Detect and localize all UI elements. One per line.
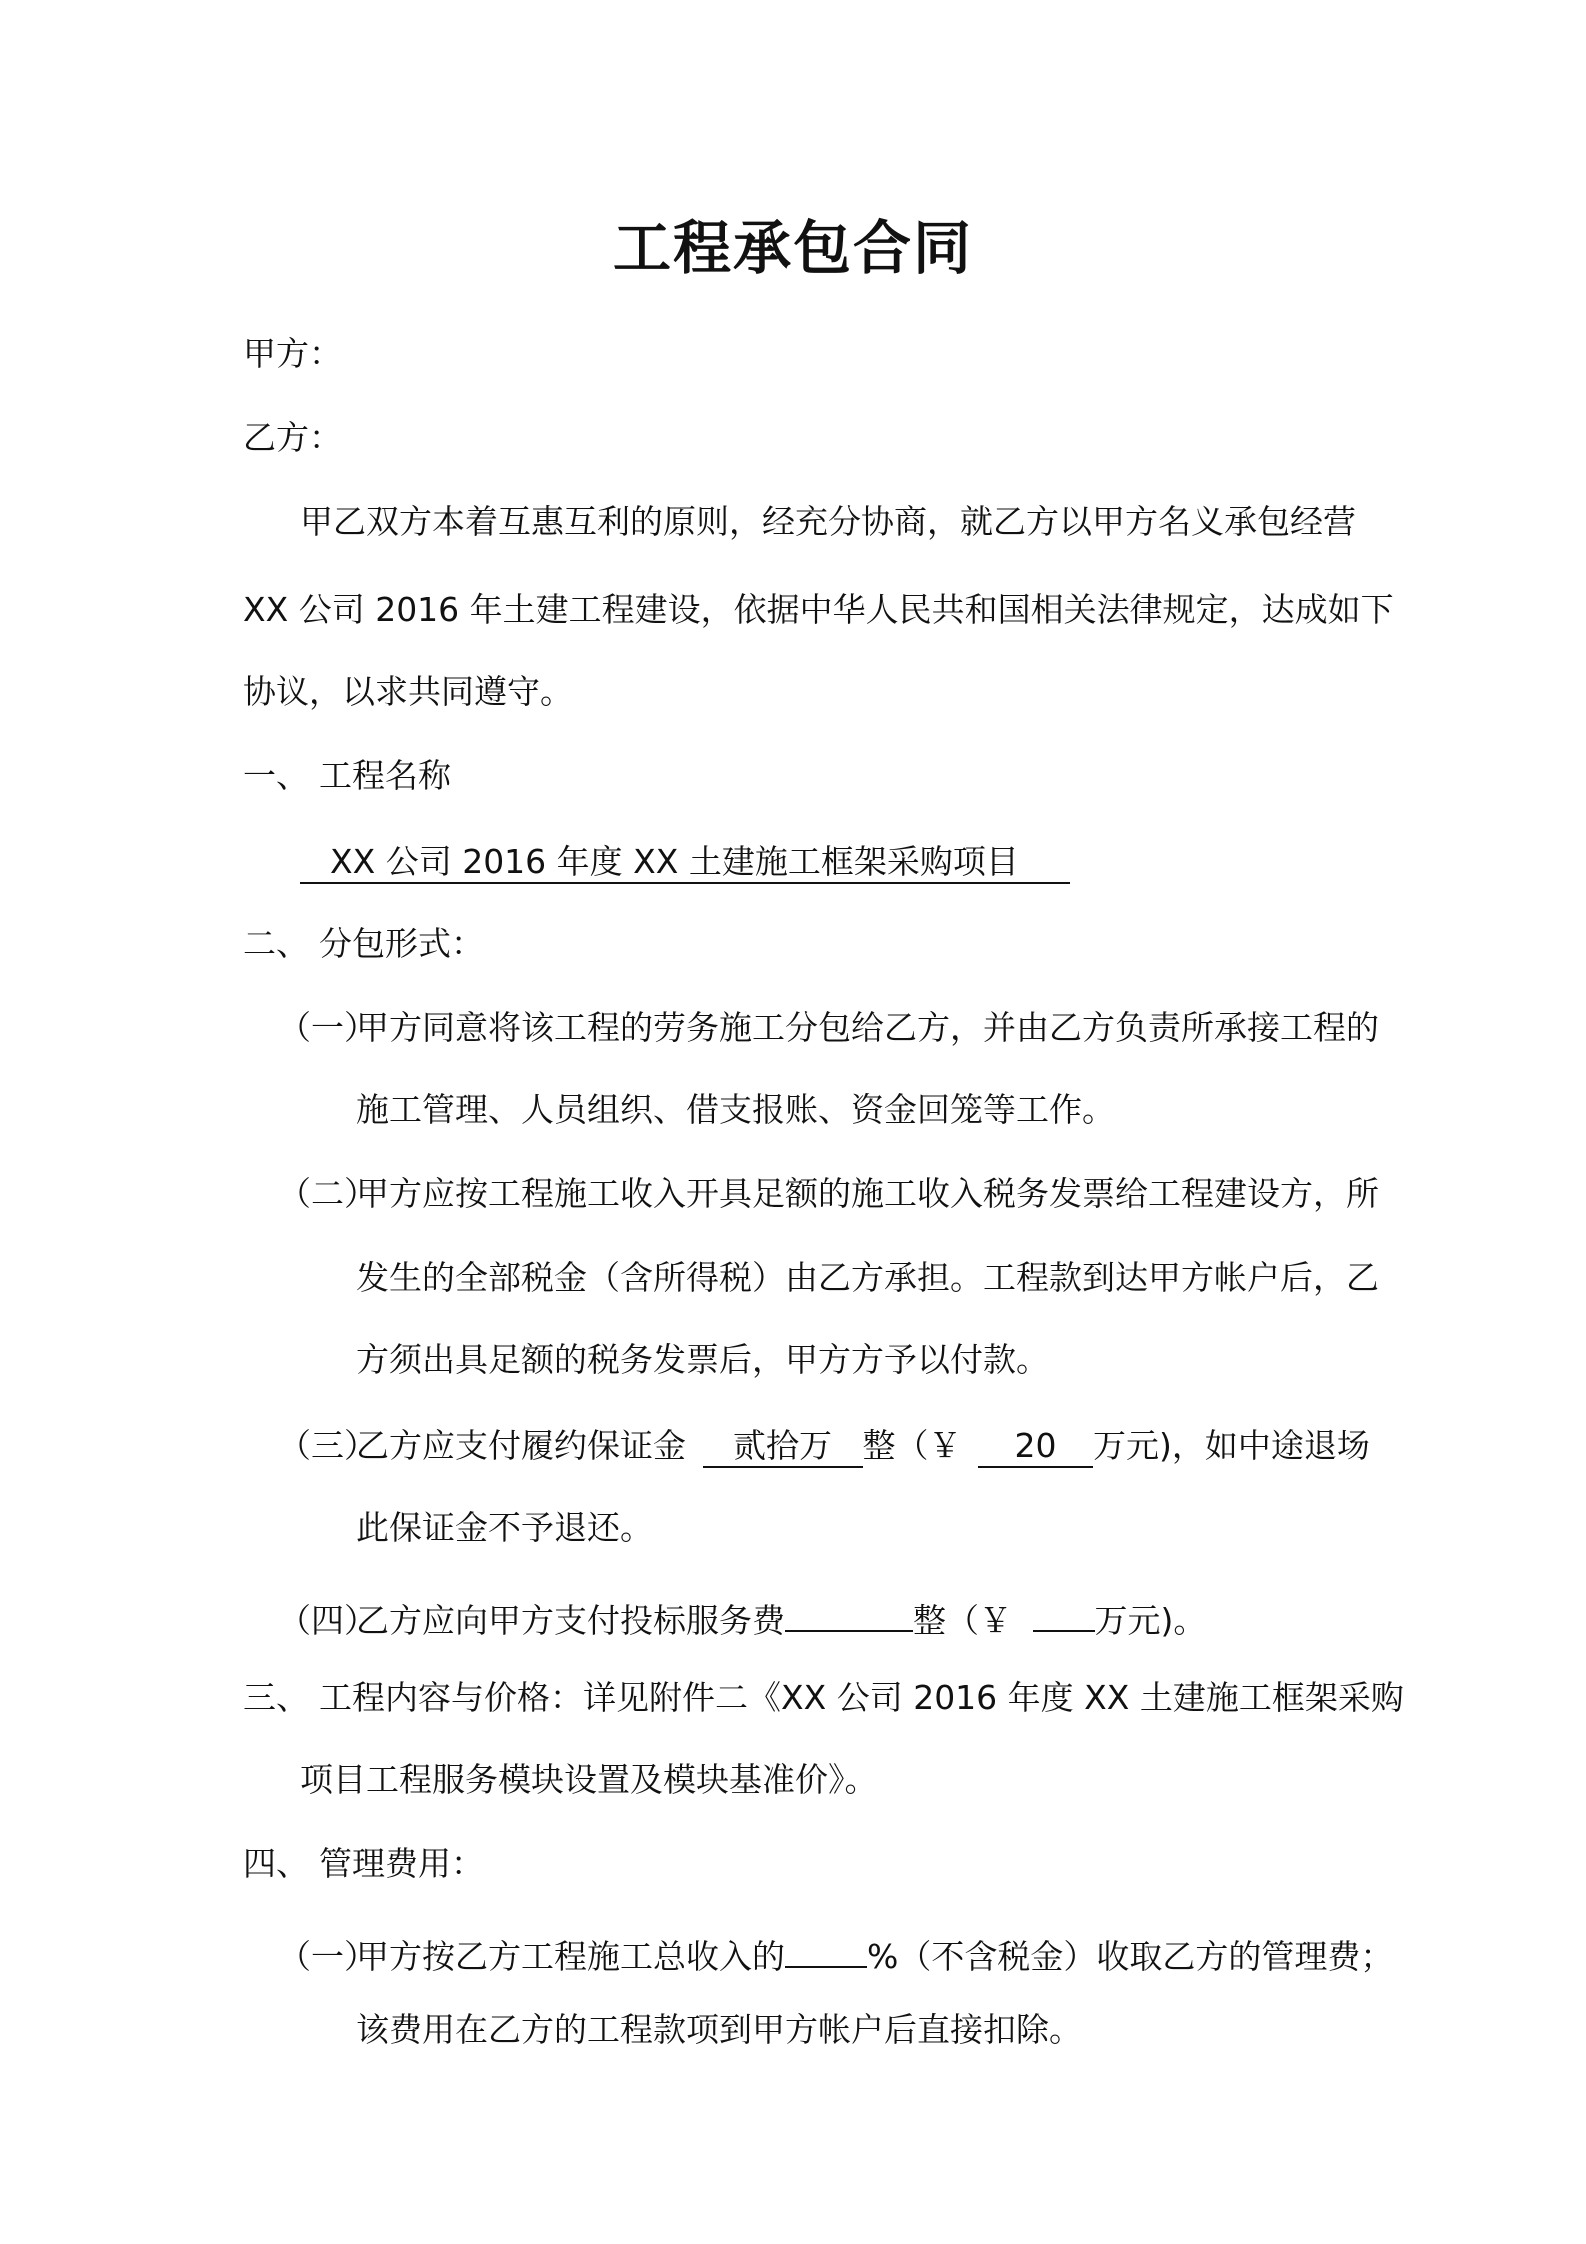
section-2-title: 分包形式： [319, 924, 484, 963]
service-fee-amount-number [1033, 1590, 1095, 1632]
clause-2-2-text-1: 甲方应按工程施工收入开具足额的施工收入税务发票给工程建设方，所 [356, 1174, 1379, 1213]
intro-line-3: 协议，以求共同遵守。 [243, 672, 573, 711]
intro-line-2: XX 公司 2016 年土建工程建设，依据中华人民共和国相关法律规定，达成如下 [243, 590, 1394, 629]
guarantee-amount-words: 贰拾万 [703, 1426, 863, 1468]
section-2-marker: 二、 [243, 924, 309, 963]
section-1-marker: 一、 [243, 756, 309, 795]
service-fee-amount-words [785, 1590, 913, 1632]
clause-2-3-text-mid: 整（￥ [862, 1426, 962, 1465]
guarantee-amount-number: 20 [978, 1426, 1093, 1468]
clause-2-4-text-after: 万元)。 [1094, 1601, 1207, 1640]
clause-2-3-text-after: 万元)，如中途退场 [1093, 1426, 1370, 1465]
clause-2-1-line-1 [278, 1006, 1379, 1050]
clause-2-4-marker: （四） [278, 1601, 377, 1640]
clause-2-1-marker: （一） [278, 1008, 377, 1047]
clause-2-4-text-mid: 整（￥ [913, 1601, 1012, 1640]
clause-2-2-line-3: 方须出具足额的税务发票后，甲方方予以付款。 [356, 1340, 1049, 1379]
clause-2-1-text-1: 甲方同意将该工程的劳务施工分包给乙方，并由乙方负责所承接工程的 [356, 1008, 1379, 1047]
clause-2-3-marker: （三） [278, 1426, 377, 1465]
project-name: XX 公司 2016 年度 XX 土建施工框架采购项目 [300, 842, 1070, 884]
clause-2-4-text-before: 乙方应向甲方支付投标服务费 [356, 1601, 785, 1640]
section-3-text-1: 工程内容与价格：详见附件二《XX 公司 2016 年度 XX 土建施工框架采购 [319, 1678, 1404, 1717]
party-a-label: 甲方： [243, 334, 342, 373]
section-1-title: 工程名称 [319, 756, 451, 795]
page-title: 工程承包合同 [612, 214, 973, 282]
section-4-marker: 四、 [243, 1844, 309, 1883]
clause-2-1-line-2: 施工管理、人员组织、借支报账、资金回笼等工作。 [356, 1090, 1115, 1129]
clause-2-2-marker: （二） [278, 1174, 377, 1213]
clause-4-1-text-after: %（不含税金）收取乙方的管理费； [867, 1937, 1394, 1976]
clause-4-1-text-before: 甲方按乙方工程施工总收入的 [356, 1937, 785, 1976]
section-4-heading [243, 1842, 484, 1886]
section-3-marker: 三、 [243, 1678, 309, 1717]
section-3-line-2: 项目工程服务模块设置及模块基准价》。 [300, 1760, 878, 1799]
clause-2-4-line-1 [278, 1590, 1206, 1643]
section-1-heading [243, 754, 451, 798]
project-name-line [300, 840, 1070, 884]
clause-2-3-text-before: 乙方应支付履约保证金 [356, 1426, 686, 1465]
section-4-title: 管理费用： [319, 1844, 484, 1883]
clause-2-3-line-1 [278, 1424, 1370, 1468]
clause-4-1-line-1 [278, 1926, 1393, 1979]
section-2-heading [243, 922, 484, 966]
clause-4-1-line-2: 该费用在乙方的工程款项到甲方帐户后直接扣除。 [356, 2010, 1082, 2049]
clause-2-2-line-1 [278, 1172, 1379, 1216]
party-b-label: 乙方： [243, 418, 342, 457]
intro-line-1: 甲乙双方本着互惠互利的原则，经充分协商，就乙方以甲方名义承包经营 [300, 502, 1356, 541]
management-fee-percent [785, 1926, 867, 1968]
clause-2-3-line-2: 此保证金不予退还。 [356, 1508, 653, 1547]
section-3-line-1 [243, 1676, 1404, 1720]
clause-4-1-marker: （一） [278, 1937, 377, 1976]
clause-2-2-line-2: 发生的全部税金（含所得税）由乙方承担。工程款到达甲方帐户后，乙 [356, 1258, 1379, 1297]
